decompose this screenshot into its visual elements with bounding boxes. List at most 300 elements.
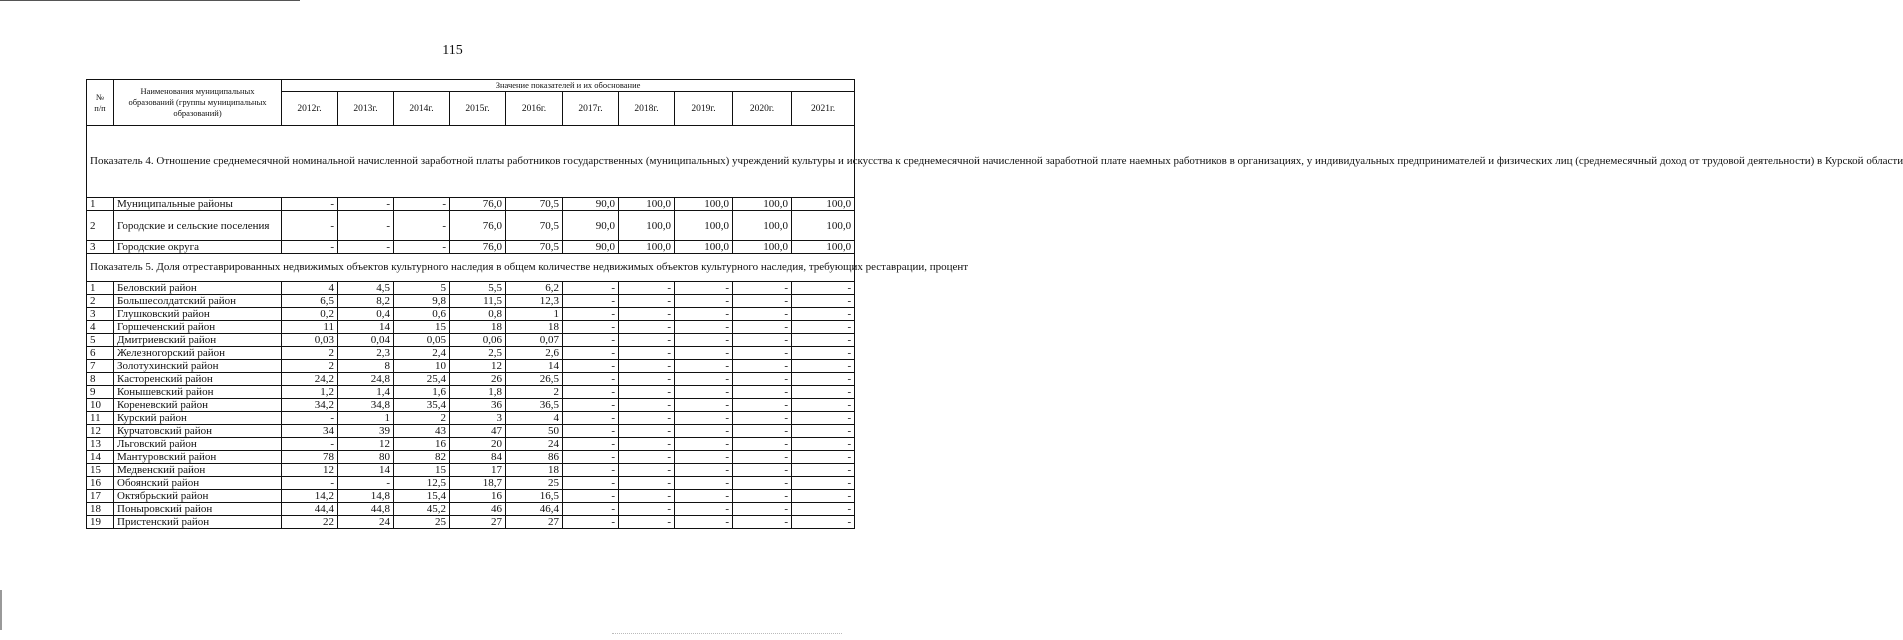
value-cell: 100,0: [792, 198, 855, 211]
value-cell: 44,8: [338, 503, 394, 516]
value-cell: -: [563, 386, 619, 399]
value-cell: 90,0: [563, 241, 619, 254]
value-cell: 2: [506, 386, 563, 399]
value-cell: 76,0: [450, 211, 506, 241]
value-cell: 0,2: [282, 308, 338, 321]
indicator-title: Показатель 4. Отношение среднемесячной номинальной начисленной заработной платы работников государственных (муниципальных) учреждений культуры и искусства к среднемесячной начисленной заработной плате наемных работников в организациях, у индивидуальных предпринимателей и физических лиц (среднемесячный доход от трудовой деятельности) в Курской области: [87, 126, 855, 198]
value-cell: 15,4: [394, 490, 450, 503]
value-cell: -: [619, 295, 675, 308]
municipality-name: Медвенский район: [114, 464, 282, 477]
table-row: [87, 516, 855, 529]
year-header: 2019г.: [675, 92, 733, 126]
value-cell: -: [619, 282, 675, 295]
value-cell: 1: [506, 308, 563, 321]
indicator-title: Показатель 5. Доля отреставрированных недвижимых объектов культурного наследия в общем количестве недвижимых объектов культурного наследия, требующих реставрации, процент: [87, 254, 855, 282]
value-cell: 34: [282, 425, 338, 438]
row-number: 9: [87, 386, 114, 399]
value-cell: 0,06: [450, 334, 506, 347]
row-number: 5: [87, 334, 114, 347]
value-cell: -: [675, 399, 733, 412]
table-row: [87, 451, 855, 464]
municipality-name: Мантуровский район: [114, 451, 282, 464]
value-cell: -: [563, 399, 619, 412]
value-cell: 45,2: [394, 503, 450, 516]
value-cell: -: [282, 438, 338, 451]
value-cell: 1,8: [450, 386, 506, 399]
value-cell: 12: [282, 464, 338, 477]
value-cell: 100,0: [733, 211, 792, 241]
value-cell: 18,7: [450, 477, 506, 490]
value-cell: -: [733, 295, 792, 308]
value-cell: -: [675, 516, 733, 529]
row-number: 16: [87, 477, 114, 490]
value-cell: -: [733, 373, 792, 386]
value-cell: 16,5: [506, 490, 563, 503]
value-cell: -: [563, 295, 619, 308]
row-number: 2: [87, 295, 114, 308]
value-cell: -: [675, 347, 733, 360]
value-cell: 24: [506, 438, 563, 451]
value-cell: -: [563, 477, 619, 490]
value-cell: -: [675, 308, 733, 321]
value-cell: 27: [506, 516, 563, 529]
value-cell: -: [792, 282, 855, 295]
row-number: 6: [87, 347, 114, 360]
value-cell: 18: [506, 321, 563, 334]
value-cell: -: [733, 412, 792, 425]
value-cell: 12,3: [506, 295, 563, 308]
value-cell: -: [563, 464, 619, 477]
value-cell: 14,8: [338, 490, 394, 503]
value-cell: -: [792, 464, 855, 477]
municipality-name: Касторенский район: [114, 373, 282, 386]
value-cell: -: [619, 360, 675, 373]
value-cell: -: [733, 438, 792, 451]
value-cell: -: [282, 211, 338, 241]
table-row: [87, 282, 855, 295]
scan-bottom-dots: [612, 633, 842, 635]
value-cell: 47: [450, 425, 506, 438]
table-row: [87, 399, 855, 412]
value-cell: 10: [394, 360, 450, 373]
value-cell: 4: [282, 282, 338, 295]
value-cell: 34,2: [282, 399, 338, 412]
value-cell: -: [733, 503, 792, 516]
value-cell: -: [675, 412, 733, 425]
value-cell: -: [733, 386, 792, 399]
value-cell: 35,4: [394, 399, 450, 412]
row-number: 19: [87, 516, 114, 529]
value-cell: 9,8: [394, 295, 450, 308]
value-cell: 34,8: [338, 399, 394, 412]
value-cell: -: [394, 241, 450, 254]
value-cell: -: [619, 438, 675, 451]
row-number: 10: [87, 399, 114, 412]
value-cell: 26: [450, 373, 506, 386]
value-cell: 90,0: [563, 211, 619, 241]
value-cell: -: [619, 516, 675, 529]
municipality-name: Октябрьский район: [114, 490, 282, 503]
row-number: 8: [87, 373, 114, 386]
municipality-name: Железногорский район: [114, 347, 282, 360]
municipality-name: Льговский район: [114, 438, 282, 451]
value-cell: -: [675, 425, 733, 438]
value-cell: 36,5: [506, 399, 563, 412]
value-cell: -: [619, 503, 675, 516]
value-cell: 5,5: [450, 282, 506, 295]
value-cell: 2: [394, 412, 450, 425]
value-cell: -: [792, 360, 855, 373]
value-cell: 0,03: [282, 334, 338, 347]
value-cell: 16: [394, 438, 450, 451]
table-row: [87, 438, 855, 451]
value-cell: 18: [506, 464, 563, 477]
value-cell: -: [675, 503, 733, 516]
value-cell: 70,5: [506, 241, 563, 254]
table-row: [87, 464, 855, 477]
value-cell: -: [733, 516, 792, 529]
value-cell: 5: [394, 282, 450, 295]
value-cell: -: [675, 451, 733, 464]
value-cell: -: [733, 464, 792, 477]
value-cell: 3: [450, 412, 506, 425]
municipality-name: Муниципальные районы: [114, 198, 282, 211]
value-cell: -: [733, 425, 792, 438]
value-cell: 43: [394, 425, 450, 438]
value-cell: 100,0: [675, 241, 733, 254]
row-number: 18: [87, 503, 114, 516]
value-cell: 100,0: [733, 241, 792, 254]
row-number: 15: [87, 464, 114, 477]
value-cell: 86: [506, 451, 563, 464]
value-cell: 6,2: [506, 282, 563, 295]
value-cell: 2,6: [506, 347, 563, 360]
value-cell: 36: [450, 399, 506, 412]
value-cell: -: [282, 477, 338, 490]
value-cell: -: [675, 477, 733, 490]
value-cell: 76,0: [450, 198, 506, 211]
value-cell: -: [619, 464, 675, 477]
row-number: 17: [87, 490, 114, 503]
value-cell: 20: [450, 438, 506, 451]
value-cell: -: [733, 321, 792, 334]
table-row: [87, 334, 855, 347]
value-cell: -: [675, 321, 733, 334]
value-cell: -: [792, 308, 855, 321]
value-cell: 24,2: [282, 373, 338, 386]
value-cell: -: [563, 334, 619, 347]
value-cell: -: [675, 282, 733, 295]
year-header: 2012г.: [282, 92, 338, 126]
value-cell: 12,5: [394, 477, 450, 490]
municipality-name: Горшеченский район: [114, 321, 282, 334]
value-cell: 100,0: [792, 211, 855, 241]
value-cell: 90,0: [563, 198, 619, 211]
value-cell: -: [792, 321, 855, 334]
value-cell: -: [675, 295, 733, 308]
value-cell: 46,4: [506, 503, 563, 516]
table-row: [87, 241, 855, 254]
table-row: [87, 373, 855, 386]
value-cell: 0,05: [394, 334, 450, 347]
year-header: 2017г.: [563, 92, 619, 126]
value-cell: -: [619, 425, 675, 438]
value-cell: 2: [282, 347, 338, 360]
scan-edge-mark: [0, 590, 2, 630]
row-number: 1: [87, 282, 114, 295]
municipality-name: Поныровский район: [114, 503, 282, 516]
municipality-name: Беловский район: [114, 282, 282, 295]
municipality-name: Обоянский район: [114, 477, 282, 490]
value-cell: -: [394, 211, 450, 241]
value-cell: 25: [394, 516, 450, 529]
value-cell: -: [563, 490, 619, 503]
value-cell: 1,2: [282, 386, 338, 399]
page-number: 115: [442, 43, 463, 58]
table-row: [87, 308, 855, 321]
value-cell: -: [733, 477, 792, 490]
value-cell: 50: [506, 425, 563, 438]
value-cell: 46: [450, 503, 506, 516]
row-number: 7: [87, 360, 114, 373]
value-cell: -: [792, 334, 855, 347]
value-cell: 100,0: [619, 211, 675, 241]
value-cell: 0,4: [338, 308, 394, 321]
value-cell: -: [792, 451, 855, 464]
value-cell: -: [792, 386, 855, 399]
value-cell: 0,8: [450, 308, 506, 321]
value-cell: 2: [282, 360, 338, 373]
value-cell: -: [338, 241, 394, 254]
row-number: 4: [87, 321, 114, 334]
values-header: Значение показателей и их обоснование: [282, 80, 855, 92]
value-cell: 8,2: [338, 295, 394, 308]
value-cell: 25: [506, 477, 563, 490]
value-cell: 18: [450, 321, 506, 334]
value-cell: -: [792, 399, 855, 412]
year-header: 2015г.: [450, 92, 506, 126]
year-header: 2013г.: [338, 92, 394, 126]
value-cell: 27: [450, 516, 506, 529]
value-cell: 100,0: [619, 241, 675, 254]
value-cell: -: [792, 295, 855, 308]
table-row: [87, 477, 855, 490]
year-header: 2016г.: [506, 92, 563, 126]
row-number: 3: [87, 308, 114, 321]
value-cell: -: [338, 477, 394, 490]
value-cell: 2,3: [338, 347, 394, 360]
value-cell: -: [792, 490, 855, 503]
year-header: 2021г.: [792, 92, 855, 126]
year-header: 2014г.: [394, 92, 450, 126]
row-number: 13: [87, 438, 114, 451]
value-cell: 14: [338, 321, 394, 334]
value-cell: -: [282, 412, 338, 425]
value-cell: 100,0: [675, 211, 733, 241]
value-cell: -: [394, 198, 450, 211]
value-cell: 8: [338, 360, 394, 373]
value-cell: 15: [394, 321, 450, 334]
value-cell: 39: [338, 425, 394, 438]
table-row: [87, 503, 855, 516]
value-cell: 0,07: [506, 334, 563, 347]
value-cell: 44,4: [282, 503, 338, 516]
value-cell: 0,6: [394, 308, 450, 321]
value-cell: 26,5: [506, 373, 563, 386]
value-cell: 70,5: [506, 211, 563, 241]
value-cell: -: [675, 360, 733, 373]
value-cell: -: [733, 347, 792, 360]
municipality-name: Большесолдатский район: [114, 295, 282, 308]
value-cell: 1,6: [394, 386, 450, 399]
value-cell: -: [675, 386, 733, 399]
year-header: 2020г.: [733, 92, 792, 126]
value-cell: -: [563, 308, 619, 321]
table-row: [87, 198, 855, 211]
value-cell: 100,0: [619, 198, 675, 211]
value-cell: -: [675, 438, 733, 451]
table-row: [87, 425, 855, 438]
value-cell: 16: [450, 490, 506, 503]
row-number: 1: [87, 198, 114, 211]
row-number: 14: [87, 451, 114, 464]
year-header: 2018г.: [619, 92, 675, 126]
row-number: 2: [87, 211, 114, 241]
municipality-name: Пристенский район: [114, 516, 282, 529]
value-cell: 82: [394, 451, 450, 464]
value-cell: -: [792, 373, 855, 386]
value-cell: 80: [338, 451, 394, 464]
table-row: [87, 412, 855, 425]
value-cell: 76,0: [450, 241, 506, 254]
value-cell: 22: [282, 516, 338, 529]
value-cell: -: [619, 451, 675, 464]
value-cell: 2,5: [450, 347, 506, 360]
value-cell: 14: [506, 360, 563, 373]
municipality-name: Кореневский район: [114, 399, 282, 412]
value-cell: -: [733, 282, 792, 295]
value-cell: -: [792, 347, 855, 360]
value-cell: -: [733, 308, 792, 321]
table-row: [87, 360, 855, 373]
value-cell: -: [675, 464, 733, 477]
num-header: № п/п: [87, 80, 114, 126]
municipality-name: Глушковский район: [114, 308, 282, 321]
value-cell: -: [563, 373, 619, 386]
value-cell: 11: [282, 321, 338, 334]
value-cell: -: [282, 198, 338, 211]
value-cell: 1,4: [338, 386, 394, 399]
value-cell: 24: [338, 516, 394, 529]
value-cell: -: [733, 490, 792, 503]
value-cell: -: [792, 477, 855, 490]
value-cell: -: [733, 451, 792, 464]
value-cell: -: [563, 321, 619, 334]
value-cell: 100,0: [675, 198, 733, 211]
value-cell: -: [675, 334, 733, 347]
value-cell: 14: [338, 464, 394, 477]
value-cell: -: [792, 412, 855, 425]
municipality-name: Городские и сельские поселения: [114, 211, 282, 241]
top-rule: [0, 0, 300, 1]
value-cell: -: [619, 399, 675, 412]
value-cell: -: [563, 282, 619, 295]
value-cell: -: [563, 360, 619, 373]
table-row: [87, 347, 855, 360]
value-cell: -: [733, 399, 792, 412]
municipality-name: Дмитриевский район: [114, 334, 282, 347]
value-cell: 2,4: [394, 347, 450, 360]
value-cell: 84: [450, 451, 506, 464]
value-cell: -: [563, 516, 619, 529]
value-cell: -: [792, 516, 855, 529]
municipality-name: Городские округа: [114, 241, 282, 254]
value-cell: 100,0: [733, 198, 792, 211]
municipality-name: Конышевский район: [114, 386, 282, 399]
value-cell: -: [619, 308, 675, 321]
value-cell: 12: [450, 360, 506, 373]
value-cell: -: [792, 503, 855, 516]
value-cell: 70,5: [506, 198, 563, 211]
value-cell: 15: [394, 464, 450, 477]
value-cell: -: [563, 347, 619, 360]
value-cell: -: [619, 334, 675, 347]
value-cell: -: [619, 373, 675, 386]
municipality-name: Золотухинский район: [114, 360, 282, 373]
value-cell: 14,2: [282, 490, 338, 503]
value-cell: -: [733, 334, 792, 347]
value-cell: -: [792, 425, 855, 438]
value-cell: 25,4: [394, 373, 450, 386]
indicators-table: [86, 79, 1903, 529]
value-cell: -: [675, 373, 733, 386]
value-cell: 0,04: [338, 334, 394, 347]
value-cell: -: [792, 438, 855, 451]
value-cell: -: [282, 241, 338, 254]
value-cell: 4,5: [338, 282, 394, 295]
value-cell: -: [619, 412, 675, 425]
table-row: [87, 386, 855, 399]
value-cell: 6,5: [282, 295, 338, 308]
value-cell: 17: [450, 464, 506, 477]
row-number: 11: [87, 412, 114, 425]
value-cell: 12: [338, 438, 394, 451]
row-number: 3: [87, 241, 114, 254]
value-cell: -: [733, 360, 792, 373]
table-row: [87, 211, 855, 241]
value-cell: -: [619, 477, 675, 490]
value-cell: -: [563, 412, 619, 425]
table-row: [87, 295, 855, 308]
value-cell: -: [619, 490, 675, 503]
value-cell: 100,0: [792, 241, 855, 254]
value-cell: -: [563, 425, 619, 438]
name-header: Наименования муниципальных образований (группы муниципальных образований): [114, 80, 282, 126]
value-cell: 1: [338, 412, 394, 425]
value-cell: -: [563, 503, 619, 516]
value-cell: -: [619, 347, 675, 360]
value-cell: -: [619, 321, 675, 334]
table-row: [87, 490, 855, 503]
value-cell: -: [619, 386, 675, 399]
municipality-name: Курчатовский район: [114, 425, 282, 438]
municipality-name: Курский район: [114, 412, 282, 425]
value-cell: 11,5: [450, 295, 506, 308]
value-cell: -: [563, 451, 619, 464]
value-cell: -: [675, 490, 733, 503]
value-cell: -: [338, 211, 394, 241]
value-cell: 78: [282, 451, 338, 464]
